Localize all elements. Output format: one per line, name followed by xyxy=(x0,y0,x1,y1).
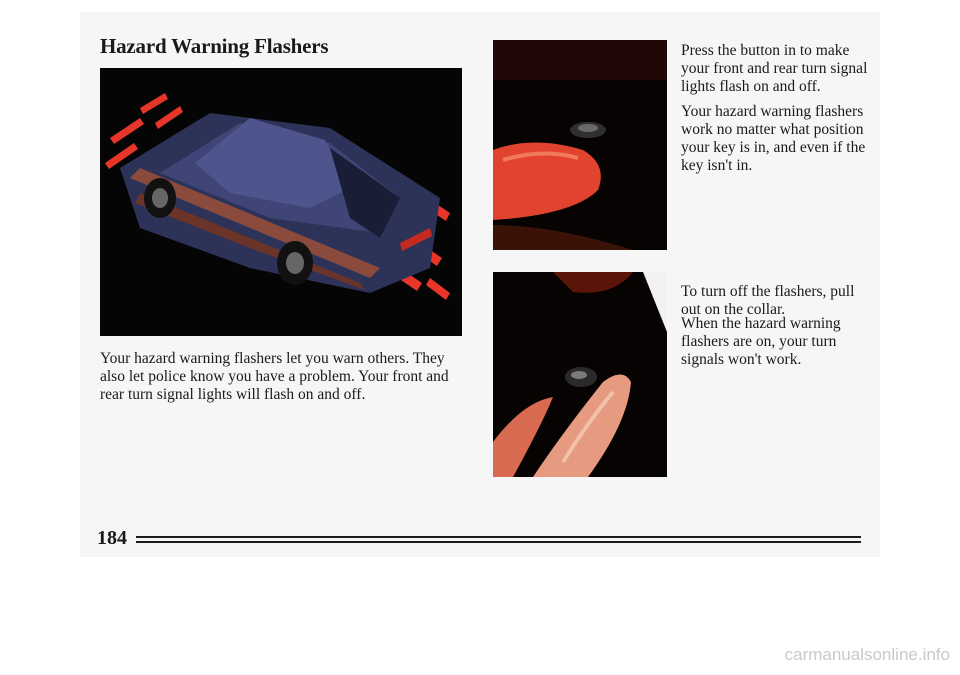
page-title: Hazard Warning Flashers xyxy=(100,34,329,58)
press-button-photo xyxy=(493,40,667,250)
car-photo-caption: Your hazard warning flashers let you warn others. They also let police know you have a problem. Your front and rear turn signal lights will flash on and off. xyxy=(100,350,449,403)
turn-signal-note-text: When the hazard warning flashers are on, your turn signals won't work. xyxy=(681,315,841,368)
site-watermark: carmanualsonline.info xyxy=(784,645,950,664)
footer-rule-bottom xyxy=(136,541,861,543)
press-button-text: Press the button in to make your front and rear turn signal lights flash on and off. xyxy=(681,42,868,95)
footer-rule-top xyxy=(136,536,861,538)
pull-collar-photo xyxy=(493,272,667,477)
car-hazard-photo xyxy=(100,68,462,336)
turn-off-text: To turn off the flashers, pull out on the collar. xyxy=(681,283,855,318)
key-position-text: Your hazard warning flashers work no matter what position your key is in, and even if the key isn't in. xyxy=(681,103,866,174)
page-number: 184 xyxy=(97,527,127,549)
